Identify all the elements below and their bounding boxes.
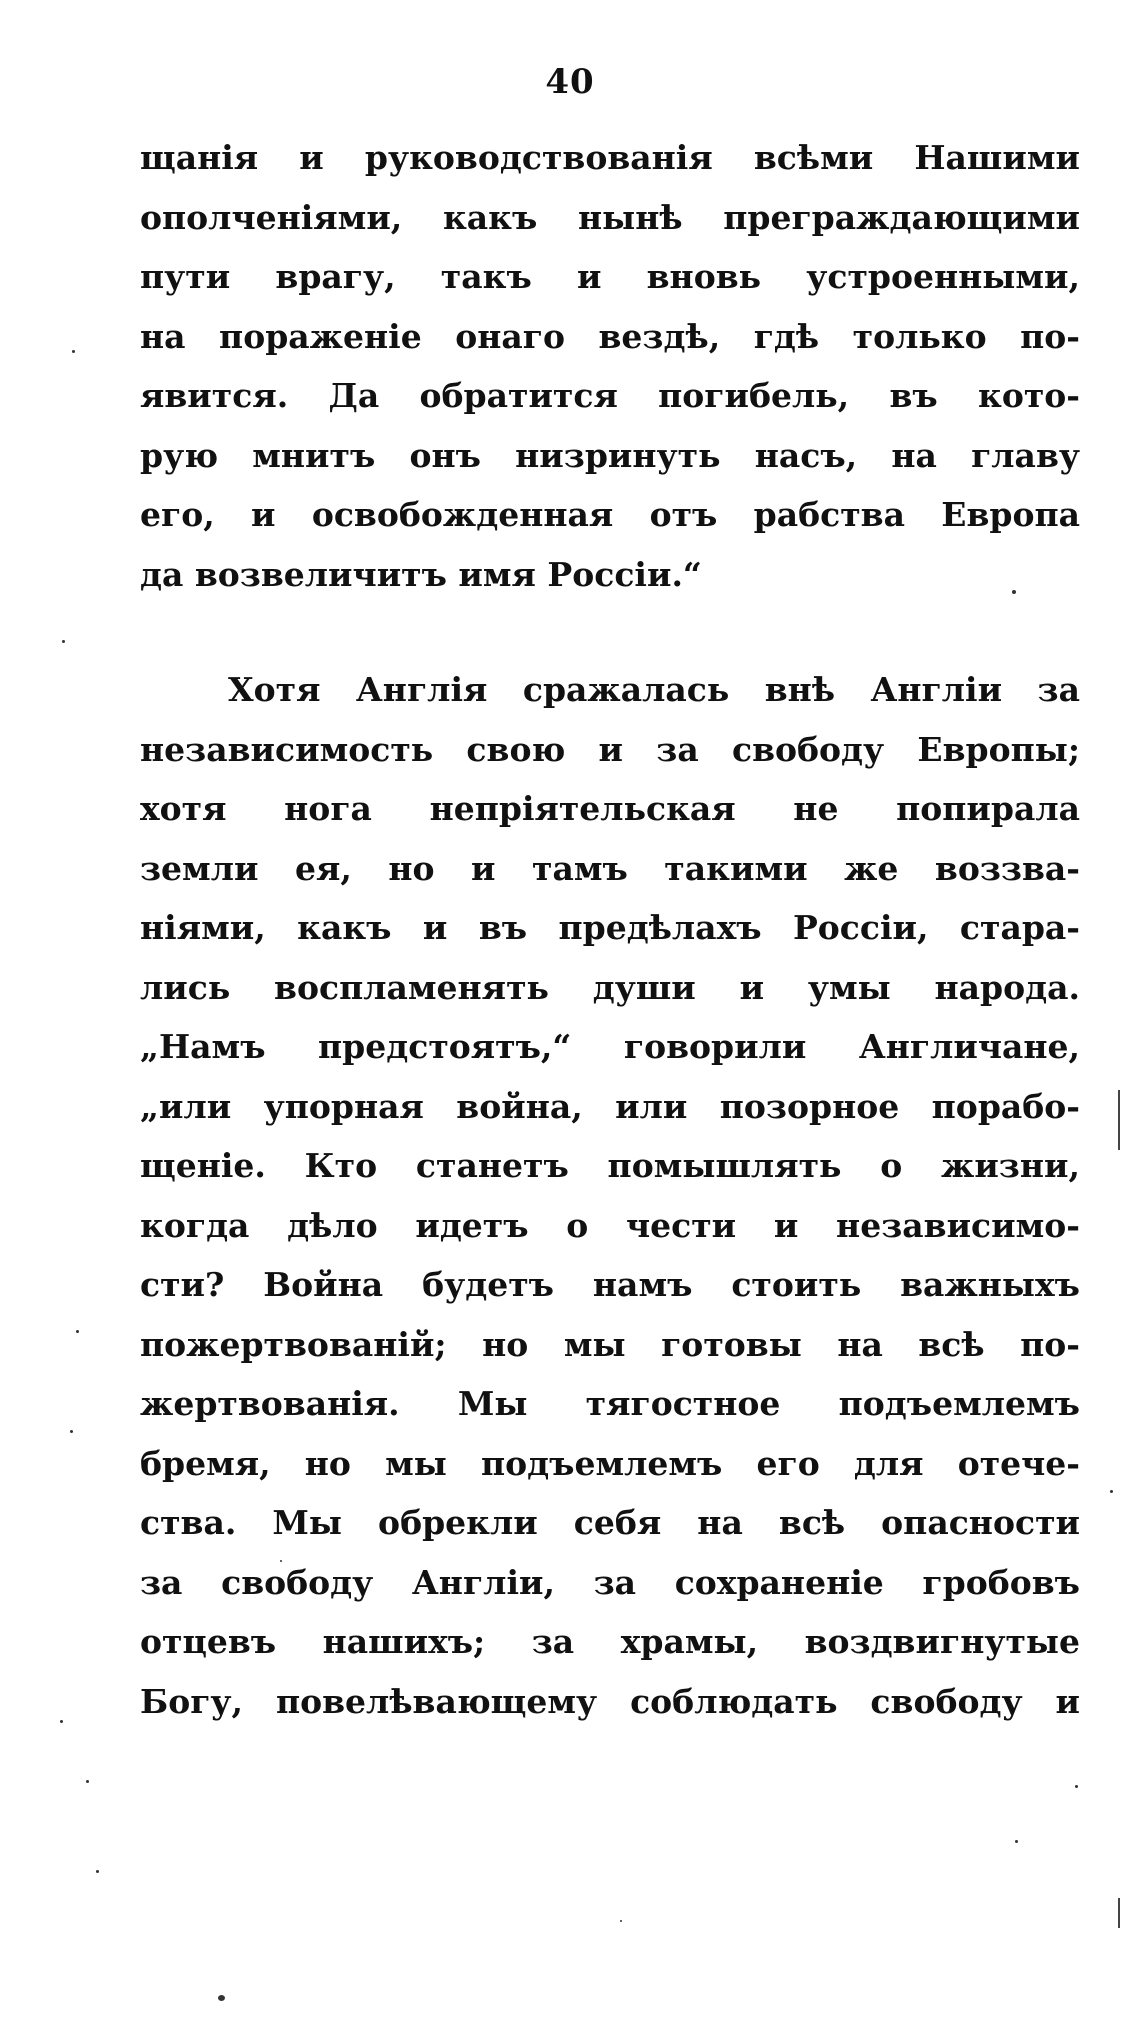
- text-line: за свободу Англіи, за сохраненіе гробовъ: [140, 1562, 1080, 1602]
- text-line: рую мнитъ онъ низринуть насъ, на главу: [140, 435, 1080, 475]
- text-line: Богу, повелѣвающему соблюдать свободу и: [140, 1681, 1080, 1721]
- scan-speck: [218, 1995, 225, 2001]
- scan-speck: [76, 1330, 79, 1333]
- scan-speck: [70, 1430, 73, 1433]
- text-line: пожертвованій; но мы готовы на всѣ по-: [140, 1324, 1080, 1364]
- scan-speck: [1075, 1785, 1078, 1788]
- scan-speck: [62, 640, 65, 643]
- text-line: лись воспламенять души и умы народа.: [140, 967, 1080, 1007]
- scan-edge-mark: [1118, 1898, 1120, 1928]
- text-line: ства. Мы обрекли себя на всѣ опасности: [140, 1503, 1080, 1542]
- scan-speck: [96, 1870, 99, 1873]
- text-line: щеніе. Кто станетъ помышлять о жизни,: [140, 1146, 1080, 1185]
- paragraph-england: [140, 660, 1080, 1731]
- scan-speck: [1015, 1840, 1018, 1843]
- text-line: да возвеличитъ имя Россіи.“: [140, 554, 702, 594]
- page-number: 40: [545, 62, 595, 102]
- text-line: пути врагу, такъ и вновь устроенными,: [140, 257, 1080, 296]
- scan-speck: [72, 350, 75, 353]
- text-line: когда дѣло идетъ о чести и независимо-: [140, 1205, 1080, 1245]
- scan-speck: [1110, 1490, 1113, 1493]
- scan-speck: [60, 1720, 63, 1723]
- text-line: „Намъ предстоятъ,“ говорили Англичане,: [140, 1027, 1080, 1066]
- text-line: сти? Война будетъ намъ стоить важныхъ: [140, 1265, 1080, 1304]
- text-line: щанія и руководствованія всѣми Нашими: [140, 138, 1080, 177]
- scan-speck: [86, 1780, 89, 1783]
- scan-edge-mark: [1118, 1090, 1120, 1150]
- text-line: отцевъ нашихъ; за храмы, воздвигнутые: [140, 1622, 1080, 1661]
- text-line: жертвованія. Мы тягостное подъемлемъ: [140, 1384, 1080, 1423]
- text-line: Хотя Англія сражалась внѣ Англіи за: [228, 670, 1080, 709]
- scan-speck: [280, 1560, 282, 1562]
- scan-speck: [1012, 590, 1016, 594]
- text-line: „или упорная война, или позорное порабо-: [140, 1086, 1080, 1126]
- text-line: ополченіями, какъ нынѣ преграждающими: [140, 197, 1080, 237]
- scan-speck: [620, 1920, 622, 1922]
- text-line: его, и освобожденная отъ рабства Европа: [140, 495, 1080, 534]
- text-line: независимость свою и за свободу Европы;: [140, 729, 1080, 769]
- text-line: земли ея, но и тамъ такими же воззва-: [140, 848, 1080, 888]
- text-line: хотя нога непріятельская не попирала: [140, 789, 1080, 828]
- text-line: на пораженіе онаго вездѣ, гдѣ только по-: [140, 316, 1080, 356]
- text-line: бремя, но мы подъемлемъ его для отече-: [140, 1443, 1080, 1483]
- paragraph-continued: [140, 128, 1080, 604]
- text-line: ніями, какъ и въ предѣлахъ Россіи, стара-: [140, 908, 1080, 947]
- text-line: явится. Да обратится погибель, въ кото-: [140, 376, 1080, 415]
